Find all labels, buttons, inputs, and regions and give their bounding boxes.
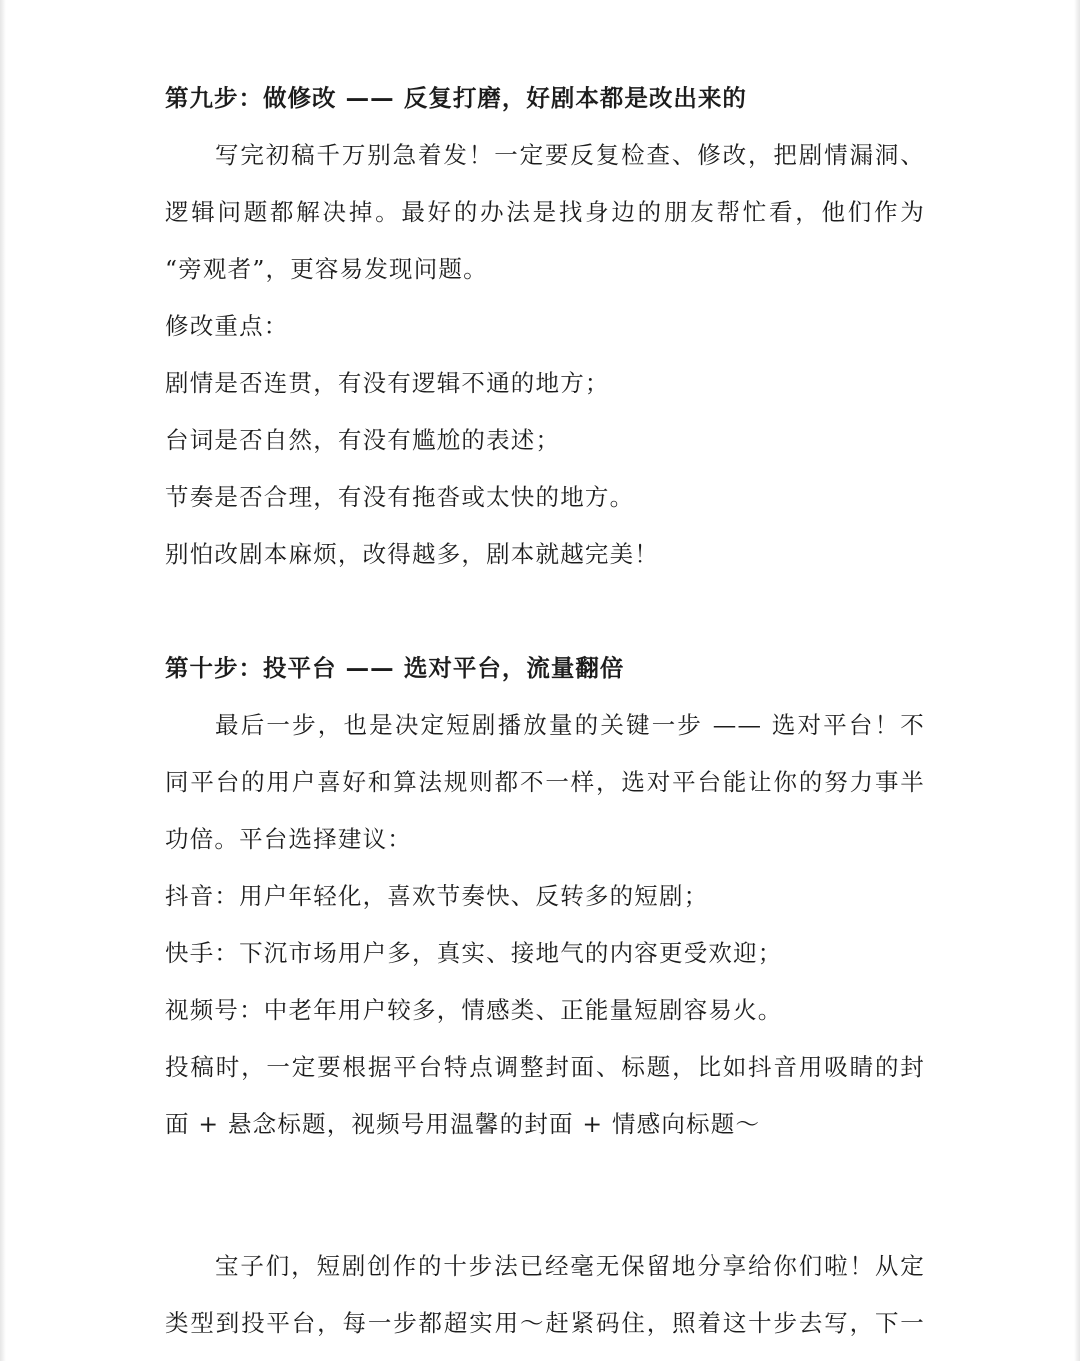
step10-tips-line: 投稿时，一定要根据平台特点调整封面、标题，比如抖音用吸睛的封 <box>165 1053 925 1081</box>
document-page <box>165 70 925 1352</box>
outro-section <box>165 1238 925 1352</box>
step9-point: 台词是否自然，有没有尴尬的表述； <box>165 426 561 454</box>
section-spacer <box>165 583 925 640</box>
page-edge-right <box>1074 0 1080 1361</box>
step10-platform-item: 快手：下沉市场用户多，真实、接地气的内容更受欢迎； <box>165 939 783 967</box>
step9-intro-line: “旁观者”，更容易发现问题。 <box>165 255 488 283</box>
step9-heading: 第九步：做修改 —— 反复打磨，好剧本都是改出来的 <box>165 84 747 112</box>
step9-section <box>165 70 925 583</box>
outro-line: 宝子们，短剧创作的十步法已经毫无保留地分享给你们啦！从定 <box>215 1252 925 1280</box>
step10-platform-item: 视频号：中老年用户较多，情感类、正能量短剧容易火。 <box>165 996 783 1024</box>
outro-line: 类型到投平台，每一步都超实用～赶紧码住，照着这十步去写，下一 <box>165 1309 925 1337</box>
step10-intro-line: 同平台的用户喜好和算法规则都不一样，选对平台能让你的努力事半 <box>165 768 925 796</box>
step10-platform-item: 抖音：用户年轻化，喜欢节奏快、反转多的短剧； <box>165 882 709 910</box>
step9-focus-label: 修改重点： <box>165 312 289 340</box>
step9-intro-line: 逻辑问题都解决掉。最好的办法是找身边的朋友帮忙看，他们作为 <box>165 198 925 226</box>
step10-section <box>165 640 925 1153</box>
step10-heading: 第十步：投平台 —— 选对平台，流量翻倍 <box>165 654 625 682</box>
step9-point: 剧情是否连贯，有没有逻辑不通的地方； <box>165 369 610 397</box>
step10-tips-line: 面 + 悬念标题，视频号用温馨的封面 + 情感向标题～ <box>165 1110 761 1138</box>
step9-point: 节奏是否合理，有没有拖沓或太快的地方。 <box>165 483 635 511</box>
step10-intro-line: 最后一步，也是决定短剧播放量的关键一步 —— 选对平台！不 <box>215 711 925 739</box>
step9-intro-line: 写完初稿千万别急着发！一定要反复检查、修改，把剧情漏洞、 <box>215 141 925 169</box>
step9-closing: 别怕改剧本麻烦，改得越多，剧本就越完美！ <box>165 540 659 568</box>
step10-intro-line: 功倍。平台选择建议： <box>165 825 412 853</box>
section-spacer <box>165 1153 925 1238</box>
page-edge-left <box>0 0 6 1361</box>
